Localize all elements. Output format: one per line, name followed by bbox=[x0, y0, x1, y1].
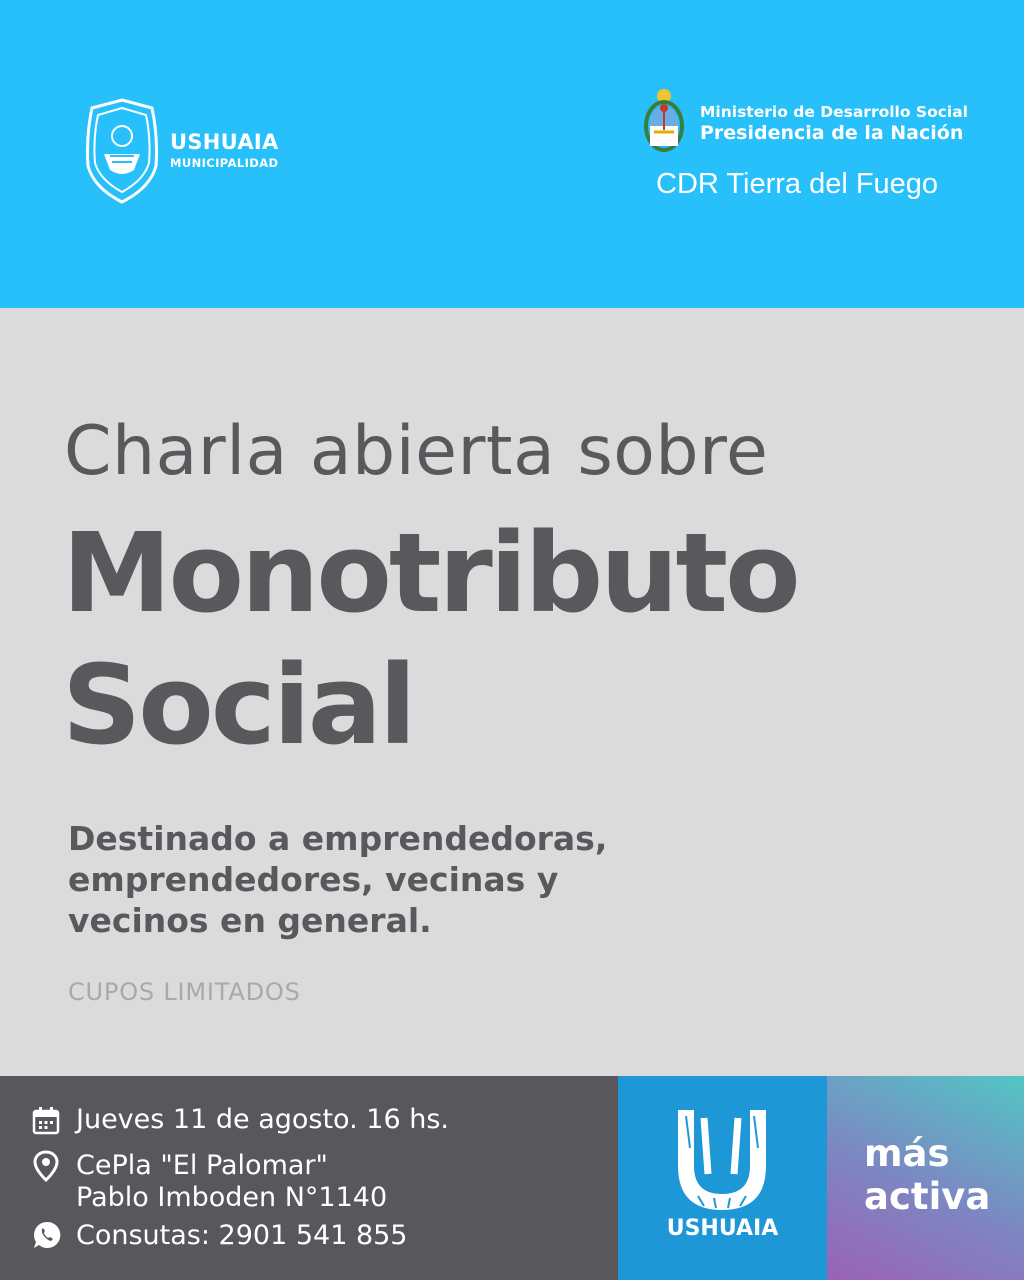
ushuaia-shield-icon bbox=[82, 96, 162, 206]
event-venue: CePla "El Palomar" bbox=[76, 1150, 328, 1181]
event-date: Jueves 11 de agosto. 16 hs. bbox=[76, 1104, 449, 1135]
description-line: emprendedores, vecinas y bbox=[68, 860, 559, 899]
ushuaia-municipalidad-logo bbox=[82, 96, 322, 206]
description-line: vecinos en general. bbox=[68, 901, 432, 940]
slogan-line: activa bbox=[864, 1175, 991, 1218]
event-intro: Charla abierta sobre bbox=[64, 412, 769, 491]
ministry-name: Ministerio de Desarrollo Social bbox=[700, 103, 968, 121]
event-address: Pablo Imboden N°1140 bbox=[76, 1182, 388, 1213]
ushuaia-wordmark: USHUAIA bbox=[666, 1216, 779, 1241]
event-description bbox=[68, 818, 688, 941]
slogan bbox=[864, 1132, 990, 1218]
ushuaia-u-logo-icon bbox=[674, 1108, 770, 1212]
presidency-name: Presidencia de la Nación bbox=[700, 122, 964, 144]
calendar-icon bbox=[32, 1106, 60, 1136]
event-title-line1: Monotributo bbox=[62, 509, 798, 637]
limited-spots-note: CUPOS LIMITADOS bbox=[68, 978, 301, 1006]
argentina-coat-of-arms-icon bbox=[640, 86, 688, 158]
municipality-name: USHUAIA bbox=[170, 130, 279, 154]
location-pin-icon bbox=[32, 1150, 60, 1182]
whatsapp-icon bbox=[32, 1220, 62, 1250]
description-line: Destinado a emprendedoras, bbox=[68, 819, 608, 858]
contact-phone: Consutas: 2901 541 855 bbox=[76, 1220, 408, 1251]
event-title-line2: Social bbox=[62, 641, 414, 769]
slogan-line: más bbox=[864, 1132, 950, 1175]
cdr-label: CDR Tierra del Fuego bbox=[656, 168, 939, 200]
municipality-subtitle: MUNICIPALIDAD bbox=[170, 156, 279, 170]
